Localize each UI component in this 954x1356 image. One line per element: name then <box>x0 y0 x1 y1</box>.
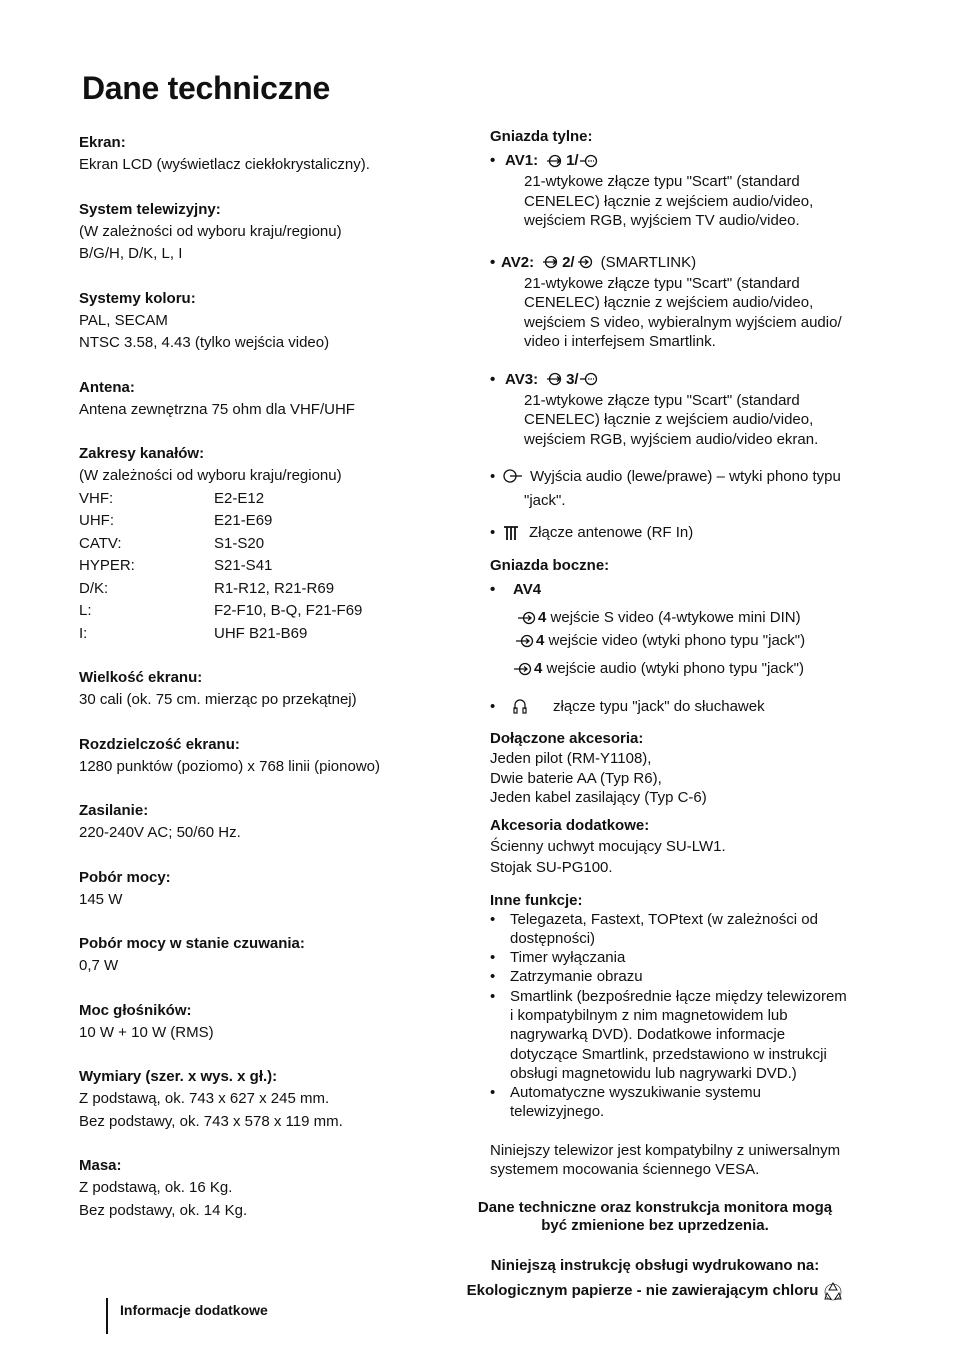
desc-line: wejściem RGB, wyjściem audio/video ekran. <box>524 430 819 448</box>
bullet: • <box>490 581 496 598</box>
spec-heading: Rozdzielczość ekranu: <box>79 735 240 753</box>
channel-row <box>79 623 439 646</box>
spec-moc <box>79 999 439 1045</box>
paper-text: Ekologicznym papierze - nie zawierającym chloru <box>466 1282 819 1299</box>
print-notice: Niniejszą instrukcję obsługi wydrukowano na: <box>490 1257 820 1274</box>
spec-value: 145 W <box>79 890 123 908</box>
accessory-line: Stojak SU-PG100. <box>490 858 613 876</box>
av3-title <box>490 368 890 391</box>
spec-kanaly <box>79 442 439 645</box>
spec-heading: Masa: <box>79 1157 122 1174</box>
av4-svideo-item <box>490 606 890 629</box>
channel-range: E21-E69 <box>214 512 273 529</box>
channel-band: HYPER: <box>79 557 135 574</box>
spec-heading: Zasilanie: <box>79 802 149 819</box>
smartlink-input-icon <box>575 255 595 269</box>
optional-accessories <box>490 816 890 878</box>
list-item: • Automatyczne wyszukiwanie systemu telewizyjnego. <box>490 1084 761 1121</box>
vesa-line: Niniejszy telewizor jest kompatybilny z uniwersalnym <box>490 1141 841 1159</box>
spec-pobor <box>79 866 439 912</box>
page-title: Dane techniczne <box>82 70 331 106</box>
other-functions <box>490 891 890 1122</box>
spec-heading: Wielkość ekranu: <box>79 669 203 686</box>
list-item: • Zatrzymanie obrazu <box>490 968 643 986</box>
spec-value: 1280 punktów (poziomo) x 768 linii (pionowo) <box>79 757 380 775</box>
channel-band: VHF: <box>79 489 114 507</box>
spec-value: NTSC 3.58, 4.43 (tylko wejścia video) <box>79 334 330 351</box>
bullet: • <box>490 152 496 169</box>
spec-wielkosc <box>79 666 439 712</box>
spec-value: 220-240V AC; 50/60 Hz. <box>79 824 241 841</box>
spec-heading: Pobór mocy w stanie czuwania: <box>79 935 305 952</box>
spec-value: Z podstawą, ok. 16 Kg. <box>79 1179 233 1196</box>
spec-heading: Ekran: <box>79 134 126 151</box>
channel-range: R1-R12, R21-R69 <box>214 579 335 597</box>
spec-czuwanie <box>79 932 439 978</box>
av1-title <box>490 149 890 172</box>
included-accessories <box>490 729 890 808</box>
channel-row <box>79 533 439 556</box>
side-sockets-heading: Gniazda boczne: <box>490 557 610 574</box>
av-label: AV4 <box>513 581 542 598</box>
channel-band: CATV: <box>79 534 122 552</box>
spec-value: B/G/H, D/K, L, I <box>79 245 183 262</box>
antenna-icon <box>502 525 520 541</box>
audio-output-text-cont: "jack". <box>524 492 566 509</box>
spec-heading: Antena: <box>79 378 135 396</box>
spec-zasilanie <box>79 799 439 845</box>
channel-row <box>79 578 439 601</box>
change-notice <box>440 1199 870 1235</box>
av4-title <box>490 578 890 601</box>
spec-value: Antena zewnętrzna 75 ohm dla VHF/UHF <box>79 400 355 418</box>
spec-value: Bez podstawy, ok. 743 x 578 x 119 mm. <box>79 1112 343 1130</box>
accessory-line: Ścienny uchwyt mocujący SU-LW1. <box>490 837 726 855</box>
spec-heading: Moc głośników: <box>79 1001 192 1019</box>
desc-line: CENELEC) łącznie z wejściem audio/video, <box>524 294 814 311</box>
channel-range: S1-S20 <box>214 534 265 552</box>
vesa-line: systemem mocowania ściennego VESA. <box>490 1161 760 1179</box>
channel-band: UHF: <box>79 512 114 529</box>
av-label: AV3: <box>505 370 539 388</box>
left-column <box>79 131 439 1243</box>
accessory-line: Dwie baterie AA (Typ R6), <box>490 769 662 787</box>
footer-section-label: Informacje dodatkowe <box>120 1302 268 1318</box>
av4-item-text: wejście S video (4-wtykowe mini DIN) <box>550 609 801 626</box>
bullet: • <box>490 524 496 541</box>
input-arrow-icon <box>546 154 566 168</box>
av4-number: 4 <box>538 609 547 626</box>
headphones-icon <box>512 697 528 715</box>
rear-sockets-heading: Gniazda tylne: <box>490 128 593 145</box>
av4-number: 4 <box>534 660 543 677</box>
smartlink-label: (SMARTLINK) <box>600 253 697 271</box>
av-label: AV1: <box>505 152 539 169</box>
channel-band: L: <box>79 602 92 619</box>
notice-line: być zmienione bez uprzedzenia. <box>541 1217 769 1234</box>
av4-item-text: wejście audio (wtyki phono typu "jack") <box>546 660 804 677</box>
channel-band: D/K: <box>79 579 109 597</box>
desc-line: CENELEC) łącznie z wejściem audio/video, <box>524 192 814 210</box>
section-heading: Dołączone akcesoria: <box>490 730 644 747</box>
video-input-icon <box>514 634 536 648</box>
svideo-input-icon <box>516 611 538 625</box>
accessory-line: Jeden pilot (RM-Y1108), <box>490 750 652 767</box>
headphones-item <box>490 695 890 719</box>
spec-masa <box>79 1154 439 1222</box>
antenna-item <box>490 521 890 545</box>
spec-heading: System telewizyjny: <box>79 200 221 218</box>
channel-range: UHF B21-B69 <box>214 624 308 642</box>
bullet: • <box>490 253 496 271</box>
spec-value: Z podstawą, ok. 743 x 627 x 245 mm. <box>79 1090 330 1107</box>
spec-value: 10 W + 10 W (RMS) <box>79 1023 214 1041</box>
channel-range: S21-S41 <box>214 557 273 574</box>
av-number: 2/ <box>562 253 575 271</box>
audio-output-line <box>490 465 890 489</box>
desc-line: wejściem RGB, wyjściem TV audio/video. <box>524 212 800 229</box>
av4-audio-item <box>490 657 890 680</box>
desc-line: 21-wtykowe złącze typu "Scart" (standard <box>524 173 800 190</box>
av1-description <box>490 172 890 231</box>
audio-output-text: Wyjścia audio (lewe/prawe) – wtyki phono typu <box>530 468 841 485</box>
audio-output-icon <box>502 468 524 484</box>
spec-rozdzielczosc <box>79 733 439 779</box>
bullet: • <box>490 468 496 485</box>
spec-antena <box>79 376 439 422</box>
footer-bar <box>106 1298 108 1334</box>
spec-value: (W zależności od wyboru kraju/regionu) <box>79 222 342 240</box>
desc-line: 21-wtykowe złącze typu "Scart" (standard <box>524 391 800 409</box>
channel-row <box>79 488 439 511</box>
desc-line: 21-wtykowe złącze typu "Scart" (standard <box>524 274 800 292</box>
spec-ekran <box>79 131 439 177</box>
channel-band: I: <box>79 624 88 642</box>
antenna-text: Złącze antenowe (RF In) <box>529 524 694 541</box>
notice-line: Dane techniczne oraz konstrukcja monitora mogą <box>477 1199 833 1216</box>
channel-row <box>79 510 439 533</box>
spec-value: 0,7 W <box>79 957 119 974</box>
av2-title <box>490 251 890 274</box>
section-heading: Inne funkcje: <box>490 891 583 909</box>
bullet: • <box>490 370 496 388</box>
spec-system <box>79 198 439 266</box>
audio-input-icon <box>512 662 534 676</box>
channel-range: E2-E12 <box>214 489 265 507</box>
channel-range: F2-F10, B-Q, F21-F69 <box>214 602 363 619</box>
av2-description <box>490 274 890 352</box>
spec-heading: Pobór mocy: <box>79 868 171 886</box>
list-item: • Smartlink (bezpośrednie łącze między telewizorem i kompatybilnym z nim magnetowidem lub nagrywarką DVD). Dodatkowe informacje dotyczące Smartlink, przedstawiono w instrukcji obsługi magnetowidu lub nagrywarki DVD.) <box>490 987 847 1082</box>
desc-line: wejściem S video, wybieralnym wyjściem audio/ <box>524 313 842 331</box>
functions-list <box>490 910 890 1122</box>
av-label: AV2: <box>501 253 535 271</box>
spec-heading: Zakresy kanałów: <box>79 445 205 462</box>
headphones-text: złącze typu "jack" do słuchawek <box>553 698 765 715</box>
right-column <box>490 127 890 1180</box>
spec-value: Ekran LCD (wyświetlacz ciekłokrystaliczny). <box>79 156 370 173</box>
spec-value: (W zależności od wyboru kraju/regionu) <box>79 467 342 484</box>
channel-row <box>79 555 439 578</box>
av3-description <box>490 391 890 450</box>
audio-output-item <box>490 465 890 513</box>
input-arrow-icon <box>542 255 562 269</box>
desc-line: video i interfejsem Smartlink. <box>524 333 716 350</box>
accessory-line: Jeden kabel zasilający (Typ C-6) <box>490 789 707 806</box>
av3-block <box>490 368 890 450</box>
av-number: 1/ <box>566 152 579 169</box>
spec-kolory <box>79 287 439 355</box>
av-number: 3/ <box>566 370 579 388</box>
output-arrow-icon <box>579 154 599 168</box>
desc-line: CENELEC) łącznie z wejściem audio/video, <box>524 411 814 428</box>
spec-heading: Wymiary (szer. x wys. x gł.): <box>79 1068 278 1085</box>
vesa-note <box>490 1141 890 1180</box>
spec-heading: Systemy koloru: <box>79 289 196 307</box>
av4-item-text: wejście video (wtyki phono typu "jack") <box>548 632 806 649</box>
av4-video-item <box>490 629 890 652</box>
av2-block <box>490 251 890 352</box>
av4-number: 4 <box>536 632 545 649</box>
spec-value: 30 cali (ok. 75 cm. mierząc po przekątnej) <box>79 691 357 708</box>
spec-wymiary <box>79 1065 439 1133</box>
bullet: • <box>490 698 496 715</box>
input-arrow-icon <box>546 372 566 386</box>
spec-value: Bez podstawy, ok. 14 Kg. <box>79 1201 248 1219</box>
list-item: • Timer wyłączania <box>490 949 626 967</box>
recycle-icon <box>823 1281 843 1301</box>
output-arrow-icon <box>579 372 599 386</box>
paper-notice <box>440 1281 870 1301</box>
list-item: • Telegazeta, Fastext, TOPtext (w zależności od dostępności) <box>490 910 818 947</box>
channel-row <box>79 600 439 623</box>
section-heading: Akcesoria dodatkowe: <box>490 816 650 834</box>
av1-block <box>490 149 890 231</box>
spec-value: PAL, SECAM <box>79 311 168 329</box>
